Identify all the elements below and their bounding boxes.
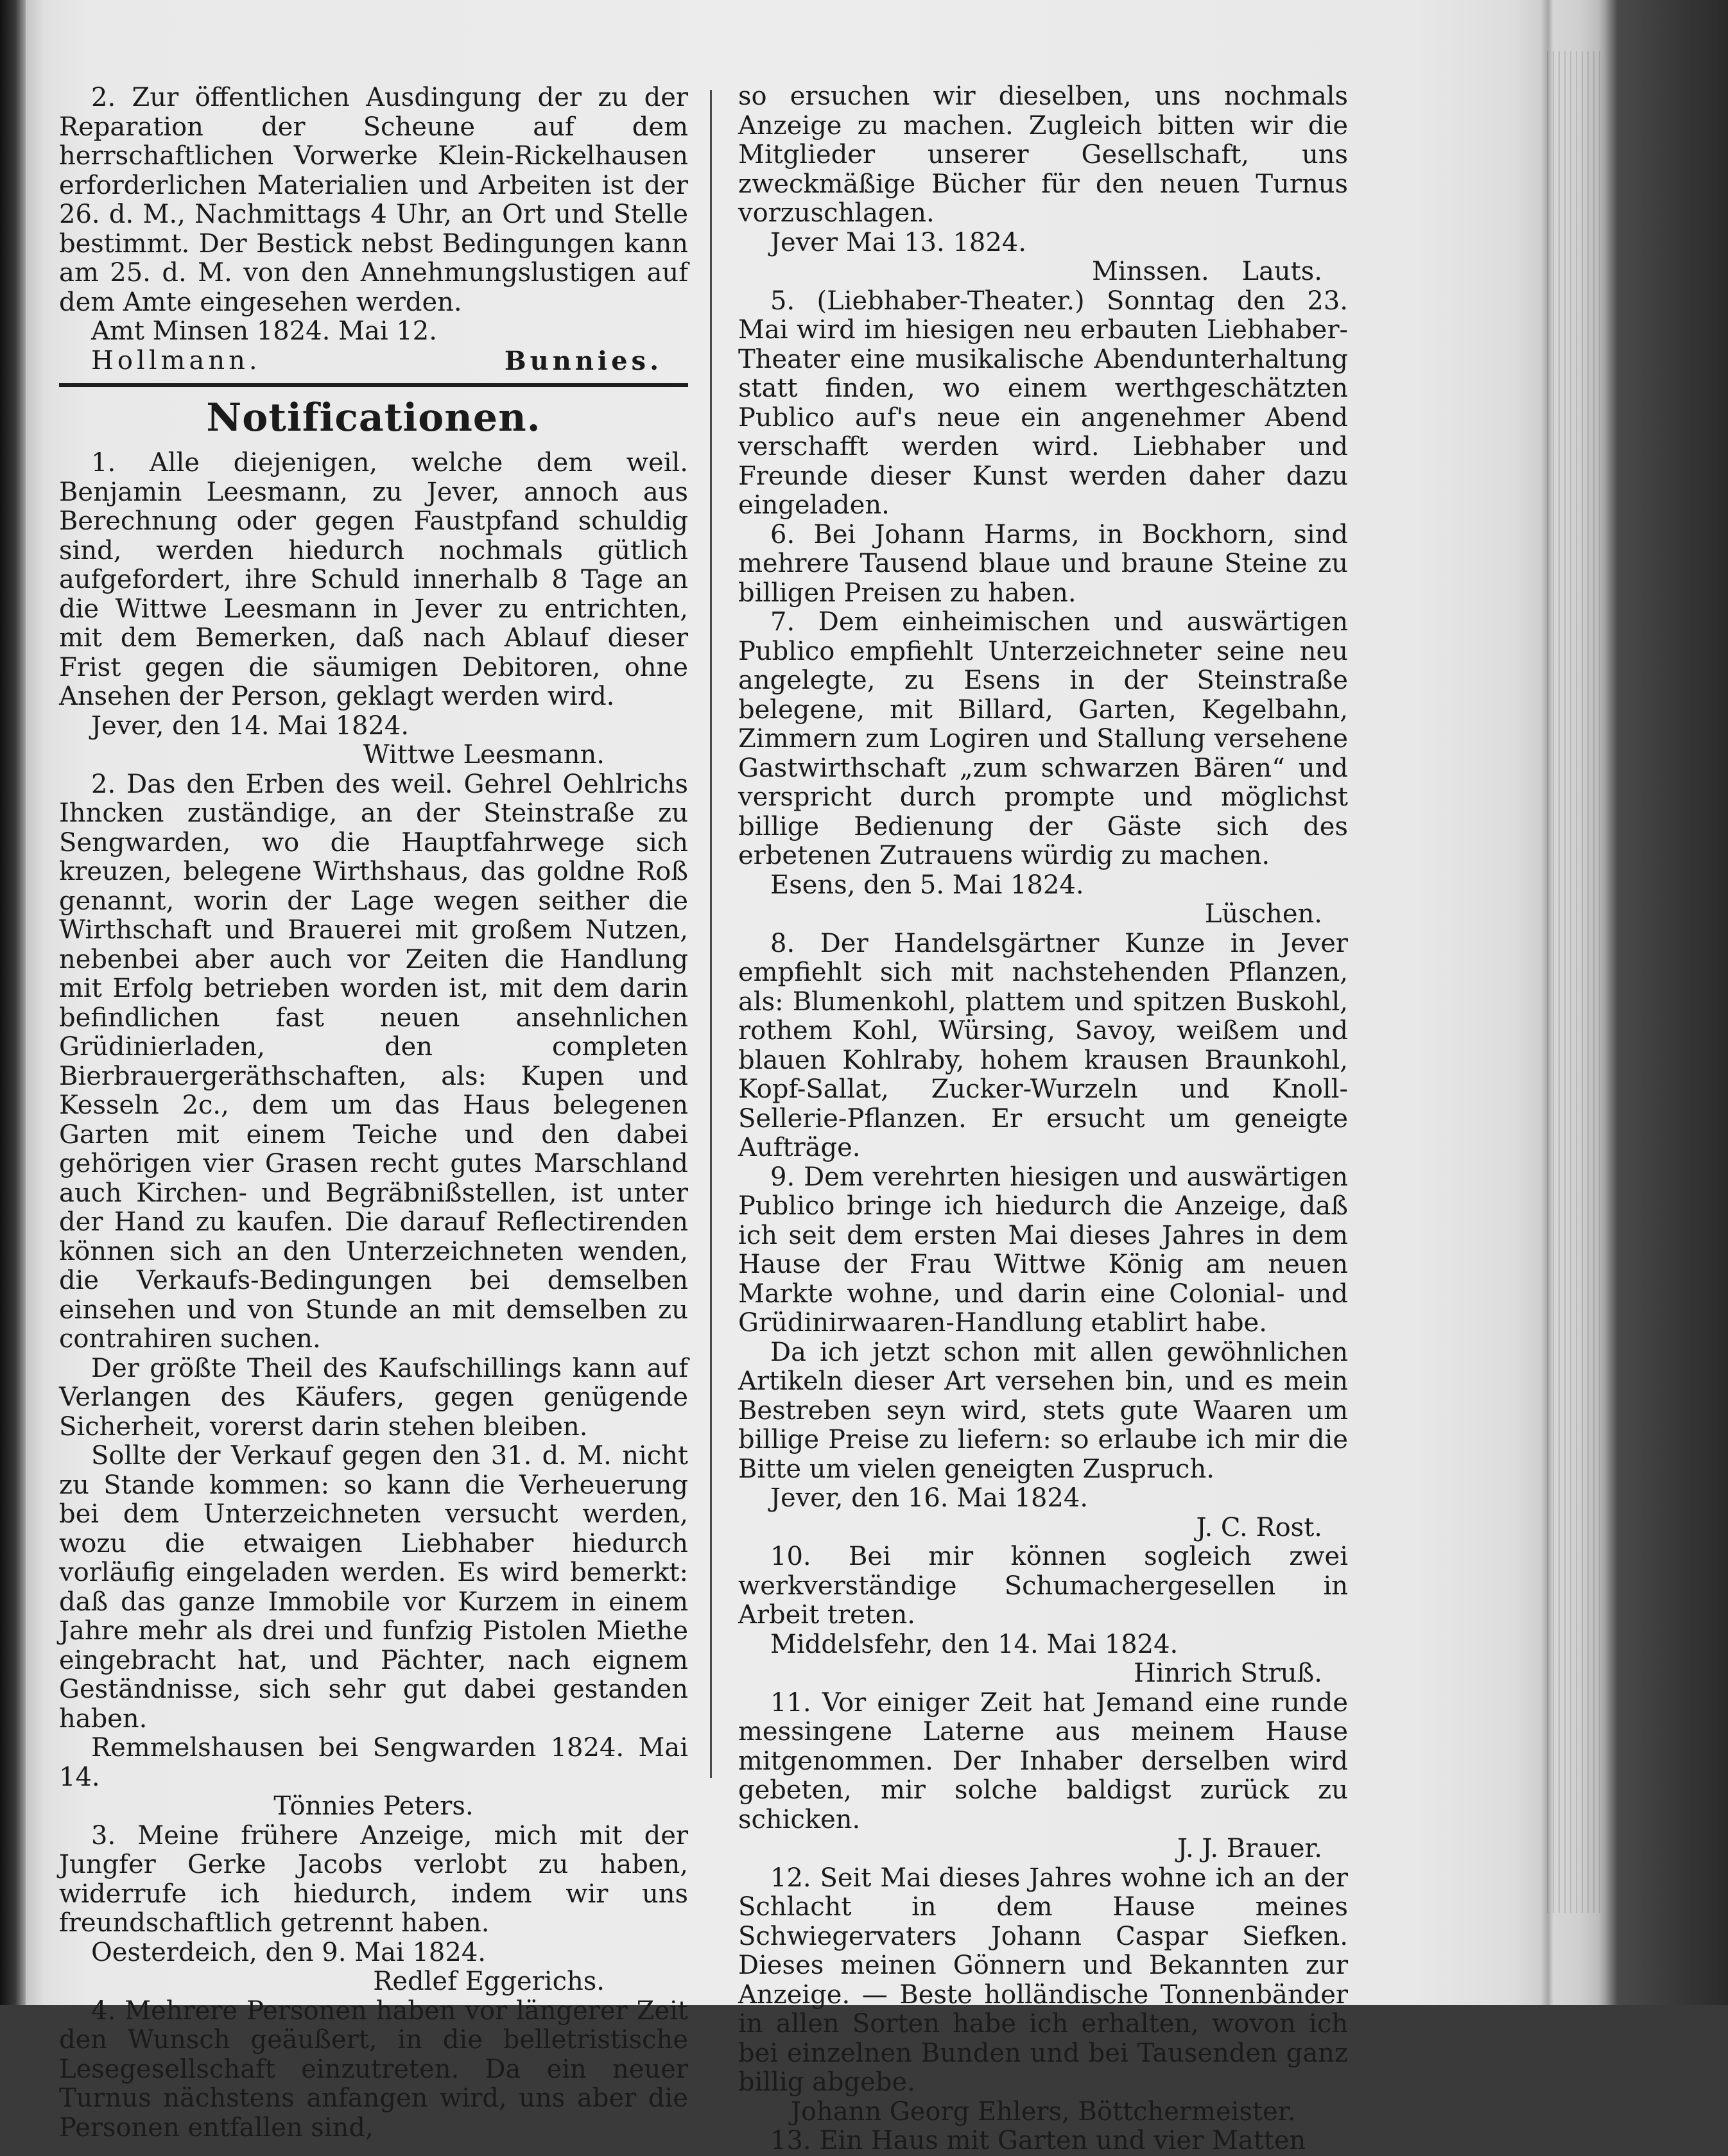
notification-12-text: 12. Seit Mai dieses Jahres wohne ich an der Schlacht in dem Hause meines Schwiegervaters Johann Caspar Siefken. Dieses meinen Gönnern und Bekannten zur Anzeige. — Beste holländische Tonnenbänder in allen Sorten habe ich erhalten, wovon ich bei einzelnen Bunden und bei Tausenden ganz billig abgebe. bbox=[738, 1863, 1348, 2097]
signature-bunnies: Bunnies. bbox=[504, 345, 662, 376]
notification-2-text: 2. Das den Erben des weil. Gehrel Oehlrichs Ihncken zuständige, an der Steinstraße zu Sengwarden, wo die Hauptfahrwege sich kreuzen, belegene Wirthshaus, das goldne Roß genannt, worin der Lage wegen seither die Wirthschaft und Brauerei mit großem Nutzen, nebenbei aber auch vor Zeiten die Handlung mit Erfolg betrieben worden ist, mit dem darin befindlichen fast neuen ansehnlichen Grüdinierladen, den completen Bierbrauergeräthschaften, als: Kupen und Kesseln 2c., dem um das Haus belegenen Garten mit einem Teiche und den dabei gehörigen vier Grasen recht gutes Marschland auch Kirchen- und Begräbnißstellen, ist unter der Hand zu kaufen. Die darauf Reflectirenden können sich an den Unterzeichneten wenden, die Verkaufs-Bedingungen bei demselben einsehen und von Stunde an mit demselben zu contrahiren suchen. bbox=[59, 769, 688, 1354]
notification-1-signature: Wittwe Leesmann. bbox=[363, 740, 605, 770]
notification-2-text-2: Der größte Theil des Kaufschillings kann auf Verlangen des Käufers, gegen genügende Sicherheit, vorerst darin stehen bleiben. bbox=[59, 1353, 688, 1442]
notification-13-text: 13. Ein Haus mit Garten und vier Matten bbox=[770, 2126, 1306, 2155]
notification-7-text: 7. Dem einheimischen und auswärtigen Publico empfiehlt Unterzeichneter seine neu angelegte, zu Esens in der Steinstraße belegene, mit Billard, Garten, Kegelbahn, Zimmern zum Logiren und Stallung versehene Gastwirthschaft „zum schwarzen Bären“ und verspricht durch prompte und möglichst billige Bedienung der Gäste sich des erbetenen Zutrauens würdig zu machen. bbox=[738, 607, 1348, 870]
notification-1-text: 1. Alle diejenigen, welche dem weil. Benjamin Leesmann, zu Jever, annoch aus Berechnung oder gegen Faustpfand schuldig sind, werden hiedurch nochmals gütlich aufgefordert, ihre Schuld innerhalb 8 Tage an die Wittwe Leesmann in Jever zu entrichten, mit dem Bemerken, daß nach Ablauf dieser Frist gegen die säumigen Debitoren, ohne Ansehen der Person, geklagt werden wird. bbox=[59, 448, 688, 711]
notification-9-date: Jever, den 16. Mai 1824. bbox=[770, 1483, 1089, 1513]
book-spine-shadow bbox=[0, 0, 26, 2005]
notification-4-text: 4. Mehrere Personen haben vor längerer Zeit den Wunsch geäußert, in die belletristische Lesegesellschaft einzutreten. Da ein neuer Turnus nächstens anfangen wird, uns aber die Personen entfallen sind, bbox=[59, 1996, 688, 2143]
notice-2-signatures bbox=[59, 347, 688, 376]
notification-5-text: 5. (Liebhaber-Theater.) Sonntag den 23. Mai wird im hiesigen neu erbauten Liebhaber-Theater eine musikalische Abendunterhaltung statt finden, wo einem werthgeschätzten Publico auf's neue ein angenehmer Abend verschafft werden wird. Liebhaber und Freunde dieser Kunst werden daher dazu eingeladen. bbox=[738, 286, 1348, 520]
notification-2-signature: Tönnies Peters. bbox=[273, 1791, 474, 1821]
notification-1-date: Jever, den 14. Mai 1824. bbox=[91, 711, 410, 741]
notification-4-signature: Minssen. Lauts. bbox=[1091, 257, 1322, 286]
section-heading: Notificationen. bbox=[206, 395, 541, 440]
notification-9-text-2: Da ich jetzt schon mit allen gewöhnlichen Artikeln dieser Art versehen bin, und es mein Bestreben seyn wird, stets gute Waaren um billige Preise zu liefern: so erlaube ich mir die Bitte um vielen geneigten Zuspruch. bbox=[738, 1337, 1348, 1484]
notification-10-text: 10. Bei mir können sogleich zwei werkverständige Schumachergesellen in Arbeit treten. bbox=[738, 1542, 1348, 1630]
notification-10-date: Middelsfehr, den 14. Mai 1824. bbox=[770, 1629, 1179, 1659]
notification-11-text: 11. Vor einiger Zeit hat Jemand eine runde messingene Laterne aus meinem Hause mitgenommen. Der Inhaber derselben wird gebeten, mir solche baldigst zurück zu schicken. bbox=[738, 1687, 1348, 1834]
notification-2-text-3: Sollte der Verkauf gegen den 31. d. M. nicht zu Stande kommen: so kann die Verheuerung bei dem Unterzeichneten versucht werden, wozu die etwaigen Liebhaber hiedurch vorläufig eingeladen werden. Es wird bemerkt: daß das ganze Immobile vor Kurzem in einem Jahre mehr als drei und funfzig Pistolen Miethe eingebracht hat, und Pächter, nach eignem Geständnisse, sich sehr gut dabei gestanden haben. bbox=[59, 1441, 688, 1734]
notification-9-text: 9. Dem verehrten hiesigen und auswärtigen Publico bringe ich hiedurch die Anzeige, daß ich seit dem ersten Mai dieses Jahres in dem Hause der Frau Wittwe König am neuen Markte wohne, und darin eine Colonial- und Grüdinirwaaren-Handlung etablirt habe. bbox=[738, 1162, 1348, 1338]
notification-4-continued: so ersuchen wir dieselben, uns nochmals Anzeige zu machen. Zugleich bitten wir die Mitglieder unserer Gesellschaft, uns zweckmäßige Bücher für den neuen Turnus vorzuschlagen. bbox=[738, 82, 1348, 228]
notification-7-signature: Lüschen. bbox=[1204, 899, 1322, 929]
column-divider bbox=[710, 90, 712, 1778]
notification-3-signature: Redlef Eggerichs. bbox=[373, 1967, 605, 1996]
left-column bbox=[59, 83, 688, 2143]
notification-8-text: 8. Der Handelsgärtner Kunze in Jever empfiehlt sich mit nachstehenden Pflanzen, als: Blumenkohl, plattem und spitzen Buskohl, rothem Kohl, Würsing, Savoy, weißem und blauen Kohlraby, hohem krausen Braunkohl, Kopf-Sallat, Zucker-Wurzeln und Knoll-Sellerie-Pflanzen. Er ersucht um geneigte Aufträge. bbox=[738, 928, 1348, 1162]
notification-4-date: Jever Mai 13. 1824. bbox=[770, 227, 1026, 257]
notification-3-date: Oesterdeich, den 9. Mai 1824. bbox=[91, 1937, 486, 1967]
section-rule bbox=[59, 383, 688, 387]
notification-12-signature: Johann Georg Ehlers, Böttchermeister. bbox=[790, 2096, 1296, 2126]
signature-hollmann: Hollmann. bbox=[91, 345, 261, 375]
notification-6-text: 6. Bei Johann Harms, in Bockhorn, sind mehrere Tausend blaue und braune Steine zu billigen Preisen zu haben. bbox=[738, 519, 1348, 608]
notification-9-signature: J. C. Rost. bbox=[1196, 1512, 1322, 1542]
notice-2-date: Amt Minsen 1824. Mai 12. bbox=[91, 316, 437, 346]
notification-7-date: Esens, den 5. Mai 1824. bbox=[770, 870, 1084, 900]
notification-11-signature: J. J. Brauer. bbox=[1177, 1834, 1322, 1863]
notification-10-signature: Hinrich Struß. bbox=[1133, 1659, 1322, 1688]
notification-3-text: 3. Meine frühere Anzeige, mich mit der Jungfer Gerke Jacobs verlobt zu haben, widerrufe ich hiedurch, indem wir uns freundschaftlich getrennt haben. bbox=[59, 1820, 688, 1938]
right-column bbox=[738, 82, 1348, 2156]
notice-2-text: 2. Zur öffentlichen Ausdingung der zu der Reparation der Scheune auf dem herrschaftlichen Vorwerke Klein-Rickelhausen erforderlichen Materialien und Arbeiten ist der 26. d. M., Nachmittags 4 Uhr, an Ort und Stelle bestimmt. Der Bestick nebst Bedingungen kann am 25. d. M. von den Annehmungslustigen auf dem Amte eingesehen werden. bbox=[59, 83, 688, 317]
notification-2-date: Remmelshausen bei Sengwarden 1824. Mai 14. bbox=[59, 1733, 688, 1792]
page-edges bbox=[1547, 51, 1605, 1913]
